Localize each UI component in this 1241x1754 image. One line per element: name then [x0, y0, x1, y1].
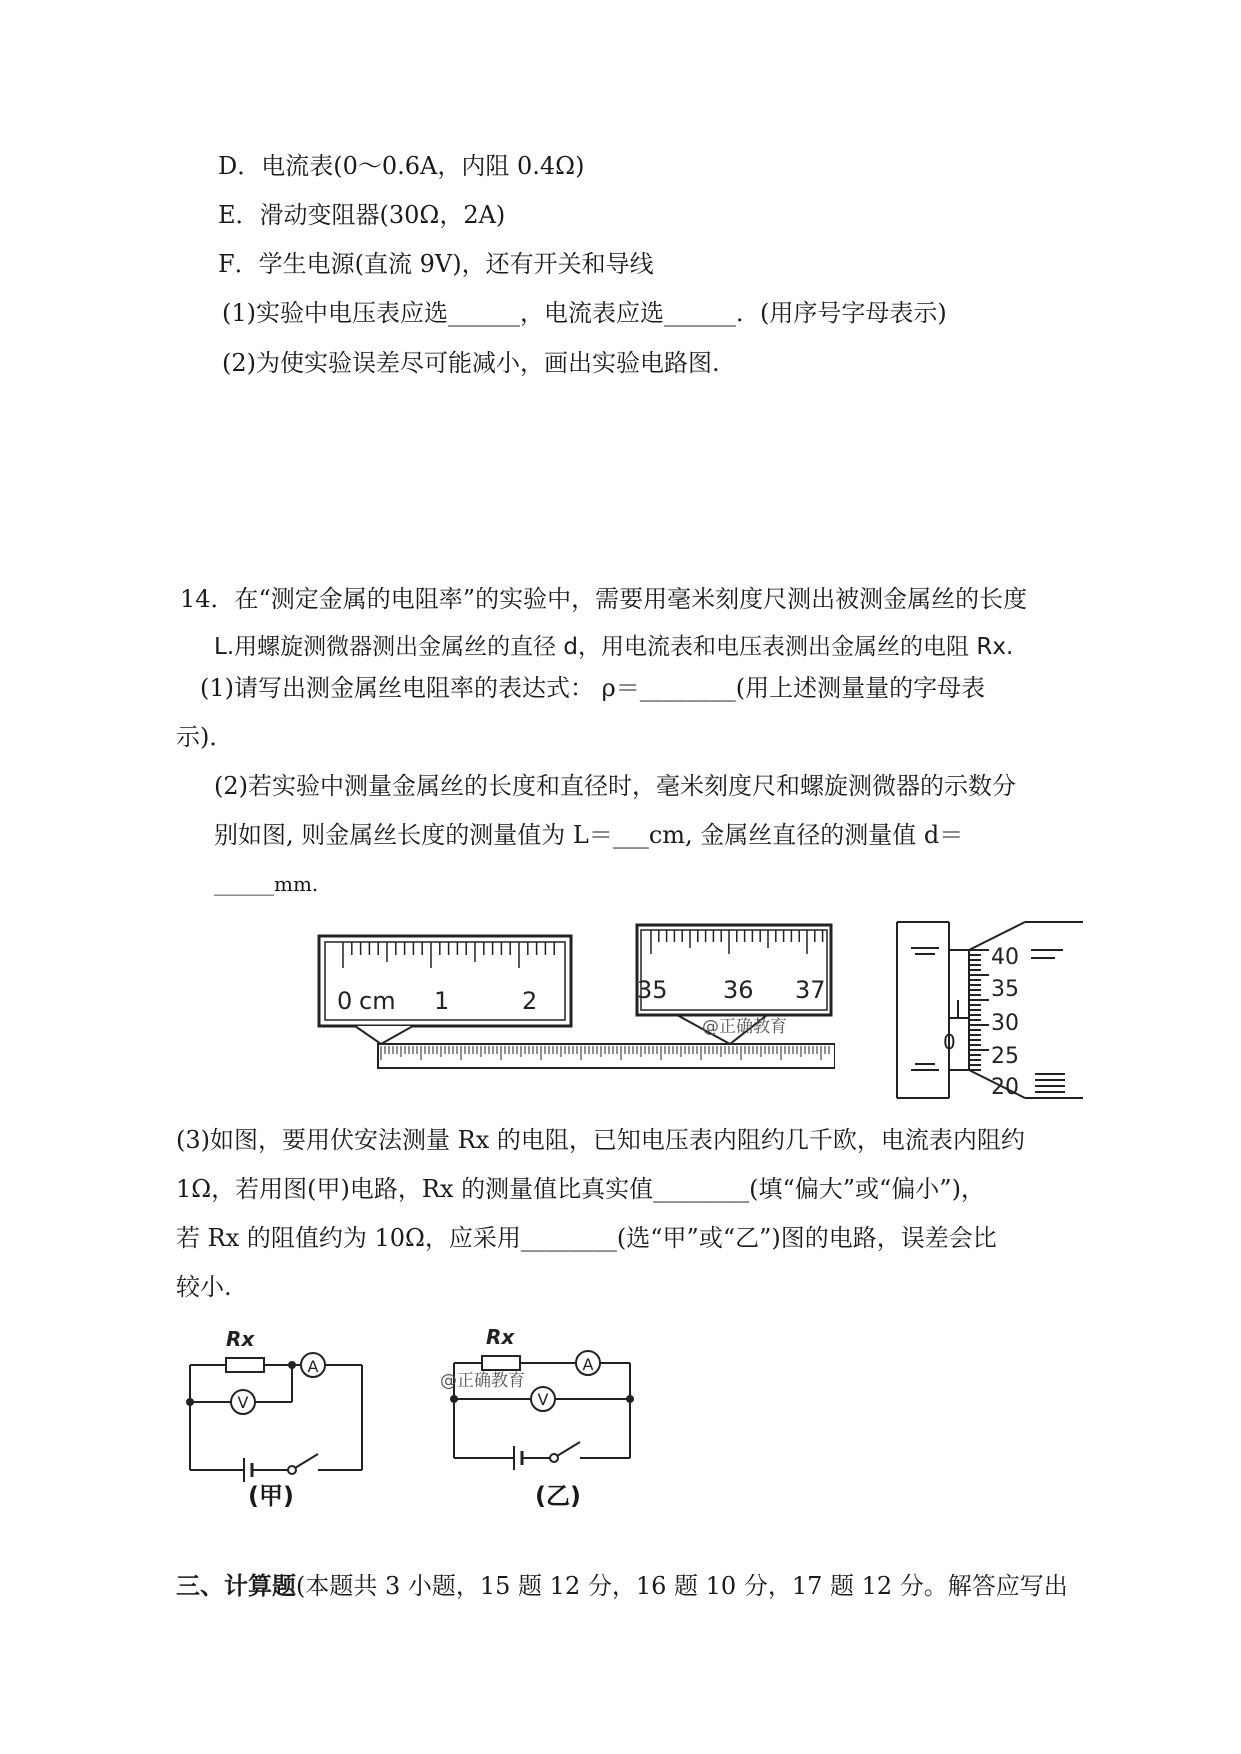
q14-line2: L.用螺旋测微器测出金属丝的直径 d，用电流表和电压表测出金属丝的电阻 Rx.: [214, 634, 1014, 660]
circuit-b-ammeter-label: A: [582, 1355, 594, 1374]
q14-line3: (1)请写出测金属丝电阻率的表达式： ρ＝________(用上述测量量的字母表: [200, 674, 986, 702]
micrometer-sleeve-0: 0: [943, 1030, 956, 1054]
circuit-a-ammeter-label: A: [307, 1357, 319, 1376]
section3-heading: 三、计算题: [176, 1571, 296, 1600]
ruler-zoom-label-1: 1: [434, 987, 450, 1015]
q13-part1: (1)实验中电压表应选______，电流表应选______．(用序号字母表示): [222, 299, 947, 327]
q13-part2: (2)为使实验误差尽可能减小，画出实验电路图.: [222, 349, 720, 377]
q14-line9: 1Ω，若用图(甲)电路，Rx 的测量值比真实值________(填“偏大”或“偏小”)，: [176, 1175, 985, 1203]
thimble-label-40: 40: [991, 945, 1019, 970]
q14-line10: 若 Rx 的阻值约为 10Ω，应采用________(选“甲”或“乙”)图的电路，误差会比: [176, 1224, 997, 1252]
micrometer-figure: [895, 920, 1085, 1100]
ruler-zoom-label-0: 0: [337, 987, 353, 1015]
circuit-watermark: @正确教育: [440, 1371, 525, 1391]
ruler-zoom-label-35: 35: [637, 976, 668, 1004]
ruler-zoom-label-2: 2: [522, 987, 538, 1015]
circuit-a-rx-label: Rx: [226, 1327, 255, 1351]
circuit-b-caption: (乙): [535, 1482, 581, 1510]
thimble-label-35: 35: [991, 977, 1019, 1002]
q14-line7: ______mm.: [214, 872, 319, 896]
ruler-zoom-label-cm: cm: [359, 987, 396, 1015]
circuit-b-rx-label: Rx: [486, 1325, 515, 1349]
ruler-figure: [315, 922, 835, 1072]
option-d: D．电流表(0～0.6A，内阻 0.4Ω): [218, 152, 585, 180]
section3-text: (本题共 3 小题，15 题 12 分，16 题 10 分，17 题 12 分。解答应写出: [296, 1572, 1068, 1600]
q14-line8: (3)如图，要用伏安法测量 Rx 的电阻，已知电压表内阻约几千欧，电流表内阻约: [176, 1126, 1025, 1154]
q14-line6: 别如图, 则金属丝长度的测量值为 L＝___cm, 金属丝直径的测量值 d＝: [214, 821, 964, 849]
q14-line5: (2)若实验中测量金属丝的长度和直径时，毫米刻度尺和螺旋测微器的示数分: [214, 772, 1016, 800]
ruler-watermark: @正确教育: [702, 1017, 787, 1037]
q14-line4: 示)．: [176, 723, 234, 751]
q14-line1: 14．在“测定金属的电阻率”的实验中，需要用毫米刻度尺测出被测金属丝的长度: [180, 585, 1028, 613]
switch-icon: [295, 1454, 318, 1468]
ruler-zoom-label-36: 36: [723, 976, 754, 1004]
circuit-b-voltmeter-label: V: [537, 1390, 549, 1409]
circuit-a-caption: (甲): [248, 1482, 294, 1510]
circuit-a: [180, 1320, 380, 1500]
ruler-zoom-label-37: 37: [795, 976, 826, 1004]
thimble-label-30: 30: [991, 1011, 1019, 1036]
circuit-b: [440, 1318, 640, 1488]
section3-line: [176, 1570, 1068, 1602]
thimble-label-25: 25: [991, 1044, 1019, 1069]
thimble-label-20: 20: [991, 1075, 1019, 1100]
option-f: F．学生电源(直流 9V)，还有开关和导线: [218, 250, 654, 278]
switch-icon: [557, 1442, 580, 1456]
option-e: E．滑动变阻器(30Ω，2A): [218, 201, 506, 229]
circuit-a-voltmeter-label: V: [237, 1393, 249, 1412]
q14-line11: 较小.: [176, 1273, 232, 1301]
